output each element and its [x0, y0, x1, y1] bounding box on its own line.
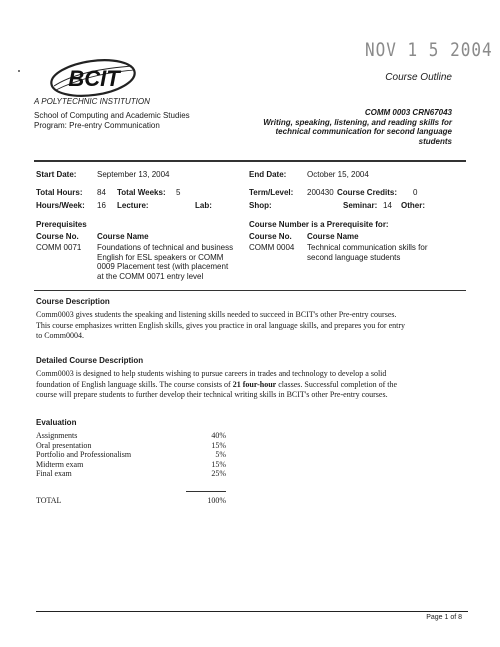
evaluation-heading: Evaluation — [36, 418, 77, 427]
prereqfor-name-line: second language students — [307, 252, 401, 262]
evaluation-item-label: Portfolio and Professionalism — [36, 450, 132, 459]
seminar-value: 14 — [383, 201, 392, 210]
evaluation-item-percent: 25% — [211, 469, 226, 478]
total-hours-value: 84 — [97, 188, 106, 197]
evaluation-item-percent: 5% — [215, 450, 226, 459]
prereq-name-line: 0009 Placement test (with placement — [97, 262, 229, 271]
program-name: Program: Pre-entry Communication — [34, 121, 160, 130]
prereqfor-course-no: COMM 0004 — [249, 243, 295, 252]
course-title-line: students — [418, 136, 452, 146]
total-value: 100% — [207, 496, 226, 505]
other-label: Other: — [401, 201, 425, 210]
section-divider — [34, 290, 466, 291]
bcit-logo — [48, 56, 138, 100]
prereqfor-col-course-name: Course Name — [307, 232, 359, 241]
prereq-name-line: English for ESL speakers or COMM — [97, 252, 224, 262]
school-block — [34, 111, 190, 131]
total-weeks-value: 5 — [176, 188, 181, 197]
detailed-description-heading: Detailed Course Description — [36, 356, 144, 365]
description-line: This course emphasizes written English skills, gives you practice in oral language skills, and prepares you for entry — [36, 320, 406, 330]
evaluation-item-percent: 15% — [211, 459, 226, 469]
seminar-label: Seminar: — [343, 201, 378, 210]
logo-wordmark: BCIT — [68, 66, 120, 91]
term-level-label: Term/Level: — [249, 188, 294, 197]
school-name: School of Computing and Academic Studies — [34, 111, 190, 120]
prereq-col-course-name: Course Name — [97, 232, 149, 241]
start-date-value: September 13, 2004 — [97, 170, 170, 179]
prerequisites-heading: Prerequisites — [36, 220, 87, 229]
prereq-name-line: Foundations of technical and business — [97, 243, 234, 252]
page-number: Page 1 of 8 — [426, 614, 462, 621]
prereq-name-line: at the COMM 0071 entry level — [97, 271, 204, 281]
evaluation-item-label: Final exam — [36, 469, 72, 478]
prerequisite-for-heading: Course Number is a Prerequisite for: — [249, 220, 389, 229]
course-title-line: technical communication for second language — [275, 127, 452, 136]
end-date-value: October 15, 2004 — [307, 170, 369, 179]
header-divider — [34, 160, 466, 162]
class-count-emphasis: 21 four-hour — [232, 379, 277, 389]
evaluation-row — [36, 431, 226, 441]
description-line: Comm0003 gives students the speaking and listening skills needed to succeed in BCIT's other Pre-entry courses. — [36, 310, 397, 319]
prereqfor-course-name — [307, 243, 428, 262]
lecture-label: Lecture: — [117, 201, 149, 210]
institution-tagline: A POLYTECHNIC INSTITUTION — [34, 97, 150, 106]
total-label: TOTAL — [36, 496, 62, 505]
evaluation-row — [36, 460, 226, 470]
detailed-description-body — [36, 369, 466, 401]
scan-speck — [18, 70, 20, 72]
course-heading — [222, 108, 452, 146]
evaluation-row — [36, 441, 226, 451]
evaluation-item-percent: 15% — [211, 440, 226, 450]
hours-week-value: 16 — [97, 201, 106, 210]
prereq-course-name — [97, 243, 233, 281]
prereqfor-col-course-no: Course No. — [249, 232, 292, 241]
footer-divider — [36, 611, 468, 612]
total-weeks-label: Total Weeks: — [117, 188, 166, 197]
evaluation-item-label: Oral presentation — [36, 440, 92, 450]
total-rule — [186, 491, 226, 492]
course-description-body — [36, 310, 466, 342]
lab-label: Lab: — [195, 201, 212, 210]
course-code: COMM 0003 CRN67043 — [364, 108, 452, 117]
detailed-text: foundation of English language skills. The course consists of — [36, 379, 233, 389]
shop-label: Shop: — [249, 201, 272, 210]
prereq-col-course-no: Course No. — [36, 232, 79, 241]
description-line: to Comm0004. — [36, 331, 85, 340]
start-date-label: Start Date: — [36, 170, 77, 179]
hours-week-label: Hours/Week: — [36, 201, 85, 210]
evaluation-row — [36, 450, 226, 460]
evaluation-row — [36, 469, 226, 479]
document-title: Course Outline — [385, 72, 452, 83]
evaluation-item-percent: 40% — [211, 431, 226, 440]
detailed-line — [36, 380, 466, 391]
detailed-line: course will prepare students to further develop their technical writing skills in BCIT's other Pre-entry courses. — [36, 390, 388, 399]
end-date-label: End Date: — [249, 170, 287, 179]
date-received-stamp: NOV 1 5 2004 — [365, 38, 493, 61]
course-title-line: Writing, speaking, listening, and reading skills for — [263, 117, 452, 127]
detailed-line: Comm0003 is designed to help students wishing to pursue careers in trades and technology to develop a solid — [36, 369, 387, 378]
prereqfor-name-line: Technical communication skills for — [307, 243, 428, 252]
evaluation-table — [36, 431, 226, 479]
evaluation-item-label: Assignments — [36, 431, 78, 440]
prereq-course-no: COMM 0071 — [36, 243, 82, 252]
detailed-text: classes. Successful completion of the — [276, 379, 398, 389]
course-description-heading: Course Description — [36, 297, 110, 306]
total-hours-label: Total Hours: — [36, 188, 83, 197]
course-credits-value: 0 — [413, 188, 418, 197]
course-credits-label: Course Credits: — [337, 188, 398, 197]
term-level-value: 200430 — [307, 188, 334, 197]
evaluation-item-label: Midterm exam — [36, 459, 84, 469]
